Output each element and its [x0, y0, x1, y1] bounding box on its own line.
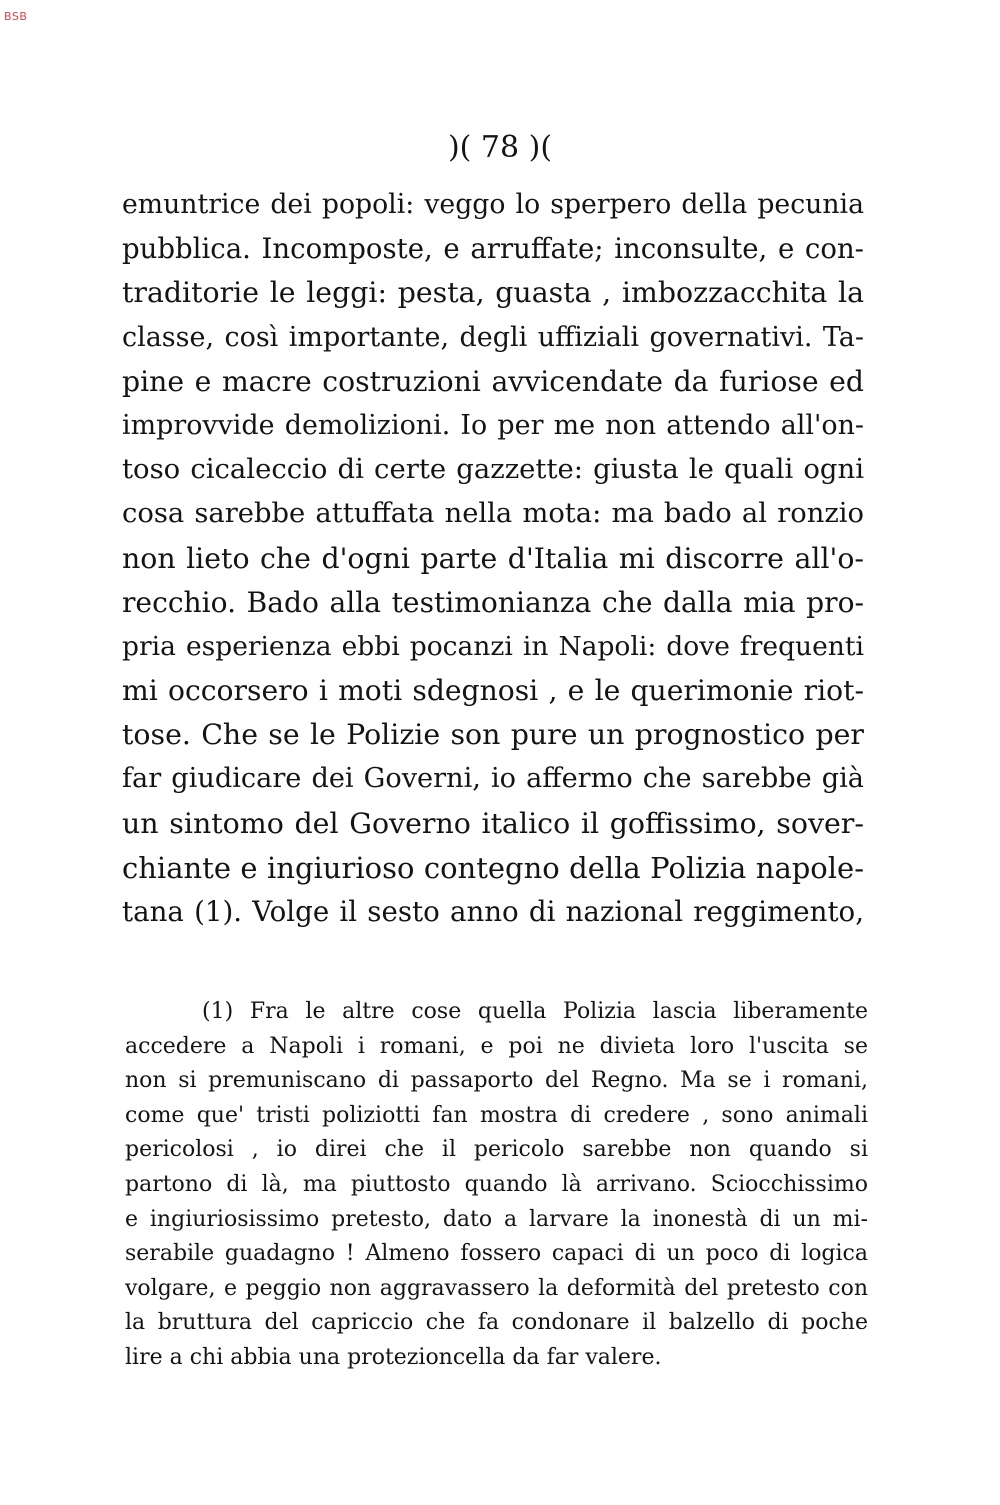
body-line: pria esperienza ebbi pocanzi in Napoli: dove frequenti: [122, 630, 864, 662]
footnote-line: lire a chi abbia una protezioncella da far valere.: [125, 1344, 662, 1370]
body-text: [122, 183, 864, 934]
body-line: pine e macre costruzioni avvicendate da furiose ed: [122, 364, 864, 398]
body-line: tose. Che se le Polizie son pure un prognostico per: [122, 718, 864, 752]
body-line: recchio. Bado alla testimonianza che dalla mia pro-: [122, 585, 864, 619]
body-line: un sintomo del Governo italico il goffissimo, sover-: [122, 806, 864, 840]
body-line: non lieto che d'ogni parte d'Italia mi discorre all'o-: [122, 541, 864, 575]
footnote-line: partono di là, ma piuttosto quando là arrivano. Sciocchissimo: [125, 1171, 868, 1197]
footnote-line: la bruttura del capriccio che fa condonare il balzello di poche: [125, 1310, 868, 1336]
footnote-line: accedere a Napoli i romani, e poi ne divieta loro l'uscita se: [125, 1033, 868, 1059]
body-line: classe, così importante, degli uffiziali governativi. Ta-: [122, 321, 864, 353]
page-number: )( 78 )(: [447, 130, 553, 165]
body-line: far giudicare dei Governi, io affermo che sarebbe già: [122, 763, 864, 795]
body-line: improvvide demolizioni. Io per me non attendo all'on-: [122, 409, 864, 441]
body-line: cosa sarebbe attuffata nella mota: ma bado al ronzio: [122, 498, 864, 530]
body-line: chiante e ingiurioso contegno della Polizia napole-: [122, 850, 864, 885]
footnote-line: non si premuniscano di passaporto del Regno. Ma se i romani,: [125, 1068, 868, 1094]
body-line: toso cicaleccio di certe gazzette: giusta le quali ogni: [122, 454, 864, 486]
body-line: tana (1). Volge il sesto anno di nazional reggimento,: [122, 895, 864, 928]
body-line: traditorie le leggi: pesta, guasta , imbozzacchita la: [122, 276, 864, 310]
footnote: [125, 995, 868, 1376]
footnote-line: serabile guadagno ! Almeno fossero capaci di un poco di logica: [125, 1241, 868, 1267]
footnote-line: (1) Fra le altre cose quella Polizia lascia liberamente: [202, 999, 868, 1024]
footnote-line: come que' tristi poliziotti fan mostra di credere , sono animali: [125, 1102, 868, 1128]
footnote-line: e ingiuriosissimo pretesto, dato a larvare la inonestà di un mi-: [125, 1206, 868, 1232]
library-watermark: BSB: [4, 10, 28, 23]
body-line: emuntrice dei popoli: veggo lo sperpero della pecunia: [122, 189, 864, 220]
body-line: pubblica. Incomposte, e arruffate; inconsulte, e con-: [122, 233, 864, 266]
body-line: mi occorsero i moti sdegnosi , e le querimonie riot-: [122, 674, 864, 708]
footnote-line: pericolosi , io direi che il pericolo sarebbe non quando si: [125, 1137, 868, 1163]
footnote-line: volgare, e peggio non aggravassero la deformità del pretesto con: [125, 1275, 868, 1301]
